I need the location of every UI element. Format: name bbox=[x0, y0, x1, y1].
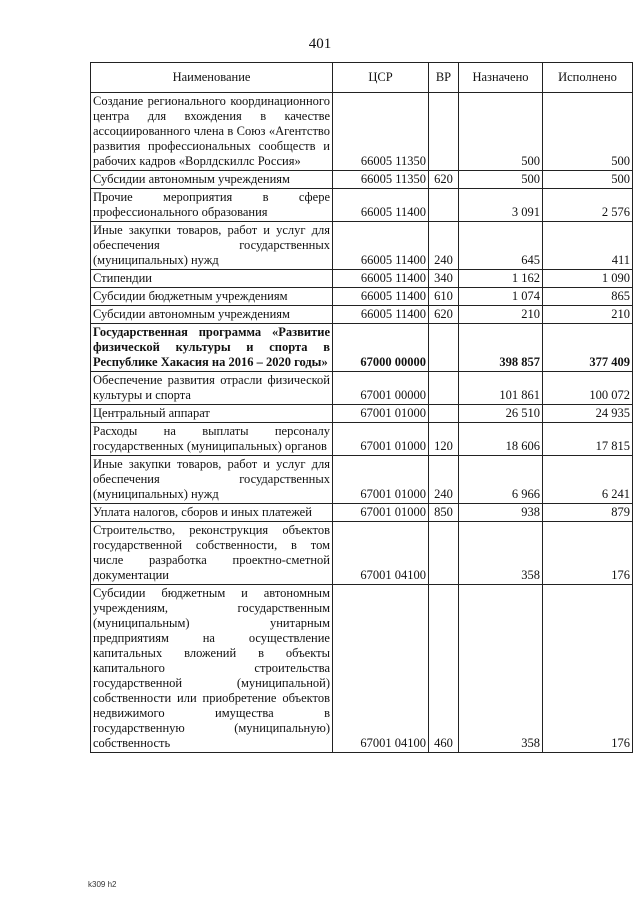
cell-csr: 66005 11400 bbox=[333, 222, 429, 270]
cell-planned: 3 091 bbox=[459, 189, 543, 222]
cell-vr bbox=[429, 372, 459, 405]
cell-vr bbox=[429, 324, 459, 372]
cell-executed: 17 815 bbox=[543, 423, 633, 456]
cell-name: Государственная программа «Развитие физической культуры и спорта в Республике Хакасия на 2016 – 2020 годы» bbox=[91, 324, 333, 372]
cell-csr: 67001 00000 bbox=[333, 372, 429, 405]
cell-planned: 500 bbox=[459, 93, 543, 171]
header-name: Наименование bbox=[91, 63, 333, 93]
cell-vr: 120 bbox=[429, 423, 459, 456]
cell-vr bbox=[429, 522, 459, 585]
cell-planned: 26 510 bbox=[459, 405, 543, 423]
cell-executed: 24 935 bbox=[543, 405, 633, 423]
page-number: 401 bbox=[308, 36, 332, 52]
cell-csr: 66005 11400 bbox=[333, 270, 429, 288]
cell-executed: 865 bbox=[543, 288, 633, 306]
cell-csr: 67001 04100 bbox=[333, 522, 429, 585]
cell-name: Обеспечение развития отрасли физической культуры и спорта bbox=[91, 372, 333, 405]
cell-vr: 240 bbox=[429, 456, 459, 504]
table-row bbox=[91, 456, 633, 504]
cell-name: Субсидии автономным учреждениям bbox=[91, 171, 333, 189]
cell-csr: 67001 01000 bbox=[333, 504, 429, 522]
cell-planned: 645 bbox=[459, 222, 543, 270]
cell-executed: 879 bbox=[543, 504, 633, 522]
cell-planned: 1 162 bbox=[459, 270, 543, 288]
budget-table bbox=[90, 62, 633, 753]
cell-name: Иные закупки товаров, работ и услуг для обеспечения государственных (муниципальных) нужд bbox=[91, 222, 333, 270]
cell-vr bbox=[429, 189, 459, 222]
table-row bbox=[91, 405, 633, 423]
header-csr: ЦСР bbox=[333, 63, 429, 93]
cell-csr: 66005 11350 bbox=[333, 93, 429, 171]
cell-csr: 66005 11400 bbox=[333, 306, 429, 324]
header-executed: Исполнено bbox=[543, 63, 633, 93]
cell-name: Субсидии бюджетным и автономным учреждениям, государственным (муниципальным) унитарным предприятиям на осуществление капитальных вложений в объекты капитального строительства государственной (муниципальной) собственности или приобретение объектов недвижимого имущества в государственную (муниципальную) собственность bbox=[91, 585, 333, 753]
cell-csr: 67001 04100 bbox=[333, 585, 429, 753]
cell-planned: 18 606 bbox=[459, 423, 543, 456]
cell-csr: 67000 00000 bbox=[333, 324, 429, 372]
table-row bbox=[91, 423, 633, 456]
cell-name: Прочие мероприятия в сфере профессионального образования bbox=[91, 189, 333, 222]
table-row bbox=[91, 93, 633, 171]
cell-name: Создание регионального координационного центра для вхождения в качестве ассоциированного члена в Союз «Агентство развития профессиональных сообществ и рабочих кадров «Ворлдскиллс Россия» bbox=[91, 93, 333, 171]
cell-executed: 6 241 bbox=[543, 456, 633, 504]
cell-executed: 377 409 bbox=[543, 324, 633, 372]
cell-vr: 850 bbox=[429, 504, 459, 522]
cell-executed: 210 bbox=[543, 306, 633, 324]
cell-name: Субсидии бюджетным учреждениям bbox=[91, 288, 333, 306]
table-row bbox=[91, 522, 633, 585]
table-row bbox=[91, 306, 633, 324]
cell-vr: 620 bbox=[429, 306, 459, 324]
cell-planned: 938 bbox=[459, 504, 543, 522]
cell-csr: 66005 11400 bbox=[333, 189, 429, 222]
cell-executed: 100 072 bbox=[543, 372, 633, 405]
header-planned: Назначено bbox=[459, 63, 543, 93]
table-row bbox=[91, 288, 633, 306]
cell-planned: 6 966 bbox=[459, 456, 543, 504]
cell-csr: 67001 01000 bbox=[333, 405, 429, 423]
cell-planned: 500 bbox=[459, 171, 543, 189]
cell-executed: 176 bbox=[543, 585, 633, 753]
cell-name: Расходы на выплаты персоналу государственных (муниципальных) органов bbox=[91, 423, 333, 456]
cell-executed: 411 bbox=[543, 222, 633, 270]
cell-planned: 358 bbox=[459, 585, 543, 753]
cell-vr bbox=[429, 93, 459, 171]
cell-csr: 66005 11400 bbox=[333, 288, 429, 306]
cell-vr: 460 bbox=[429, 585, 459, 753]
table-row bbox=[91, 189, 633, 222]
cell-csr: 66005 11350 bbox=[333, 171, 429, 189]
table-row bbox=[91, 171, 633, 189]
header-vr: ВР bbox=[429, 63, 459, 93]
cell-vr bbox=[429, 405, 459, 423]
table-body bbox=[91, 93, 633, 753]
table-row bbox=[91, 324, 633, 372]
cell-csr: 67001 01000 bbox=[333, 456, 429, 504]
cell-vr: 610 bbox=[429, 288, 459, 306]
footer-code: k309 h2 bbox=[88, 880, 117, 889]
cell-name: Стипендии bbox=[91, 270, 333, 288]
cell-vr: 340 bbox=[429, 270, 459, 288]
cell-vr: 620 bbox=[429, 171, 459, 189]
cell-name: Субсидии автономным учреждениям bbox=[91, 306, 333, 324]
table-row bbox=[91, 222, 633, 270]
cell-vr: 240 bbox=[429, 222, 459, 270]
cell-planned: 210 bbox=[459, 306, 543, 324]
cell-executed: 2 576 bbox=[543, 189, 633, 222]
cell-executed: 500 bbox=[543, 93, 633, 171]
cell-csr: 67001 01000 bbox=[333, 423, 429, 456]
table-row bbox=[91, 270, 633, 288]
cell-planned: 101 861 bbox=[459, 372, 543, 405]
cell-name: Строительство, реконструкция объектов государственной собственности, в том числе разработка проектно-сметной документации bbox=[91, 522, 333, 585]
cell-executed: 1 090 bbox=[543, 270, 633, 288]
cell-executed: 500 bbox=[543, 171, 633, 189]
table-row bbox=[91, 504, 633, 522]
table-header-row bbox=[91, 63, 633, 93]
cell-planned: 398 857 bbox=[459, 324, 543, 372]
cell-name: Центральный аппарат bbox=[91, 405, 333, 423]
cell-executed: 176 bbox=[543, 522, 633, 585]
table-row bbox=[91, 372, 633, 405]
cell-planned: 358 bbox=[459, 522, 543, 585]
cell-planned: 1 074 bbox=[459, 288, 543, 306]
cell-name: Иные закупки товаров, работ и услуг для обеспечения государственных (муниципальных) нужд bbox=[91, 456, 333, 504]
cell-name: Уплата налогов, сборов и иных платежей bbox=[91, 504, 333, 522]
table-row bbox=[91, 585, 633, 753]
